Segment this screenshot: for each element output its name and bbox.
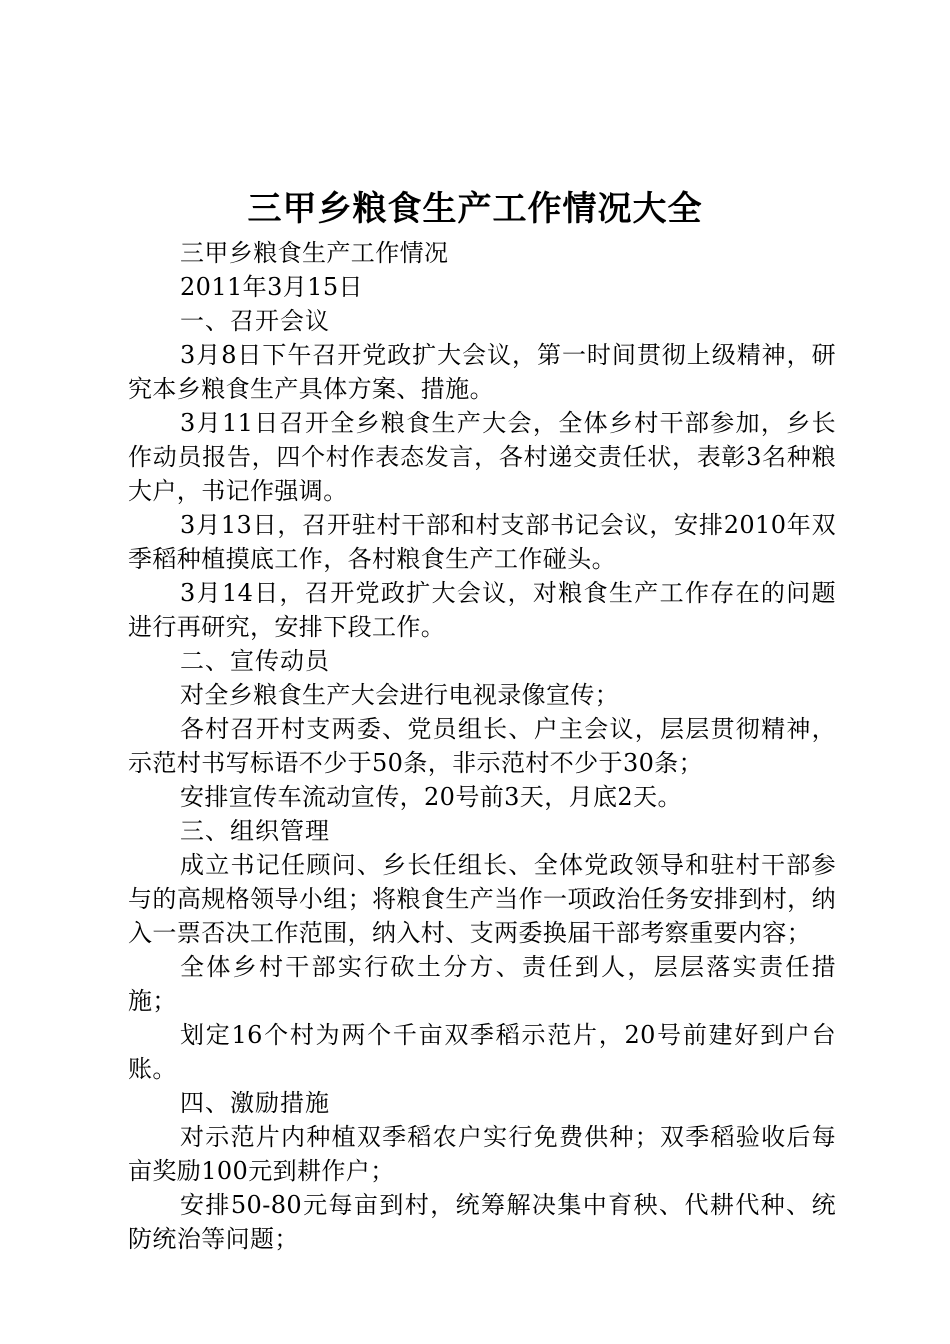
paragraph: 3月13日，召开驻村干部和村支部书记会议，安排2010年双季稻种植摸底工作，各村粮食生产工作碰头。 — [128, 511, 836, 573]
paragraph: 3月14日，召开党政扩大会议，对粮食生产工作存在的问题进行再研究，安排下段工作。 — [128, 579, 836, 641]
paragraph: 安排宣传车流动宣传，20号前3天，月底2天。 — [180, 783, 682, 811]
subtitle-paragraph: 三甲乡粮食生产工作情况 — [180, 239, 449, 267]
section-heading-incentives: 四、激励措施 — [180, 1089, 330, 1117]
section-heading-organization: 三、组织管理 — [180, 817, 330, 845]
paragraph: 全体乡村干部实行砍土分方、责任到人，层层落实责任措施； — [128, 953, 836, 1015]
paragraph: 对全乡粮食生产大会进行电视录像宣传； — [180, 681, 620, 709]
paragraph: 安排50-80元每亩到村，统筹解决集中育秧、代耕代种、统防统治等问题； — [128, 1191, 836, 1253]
paragraph: 3月8日下午召开党政扩大会议，第一时间贯彻上级精神，研究本乡粮食生产具体方案、措施。 — [128, 341, 836, 403]
document-body — [128, 236, 836, 1256]
section-heading-publicity: 二、宣传动员 — [180, 647, 330, 675]
date-paragraph: 2011年3月15日 — [180, 273, 363, 301]
paragraph: 对示范片内种植双季稻农户实行免费供种；双季稻验收后每亩奖励100元到耕作户； — [128, 1123, 836, 1185]
section-heading-meetings: 一、召开会议 — [180, 307, 330, 335]
paragraph: 各村召开村支两委、党员组长、户主会议，层层贯彻精神，示范村书写标语不少于50条，非示范村不少于30条； — [128, 715, 836, 777]
paragraph: 成立书记任顾问、乡长任组长、全体党政领导和驻村干部参与的高规格领导小组；将粮食生产当作一项政治任务安排到村，纳入一票否决工作范围，纳入村、支两委换届干部考察重要内容； — [128, 851, 836, 947]
paragraph: 划定16个村为两个千亩双季稻示范片，20号前建好到户台账。 — [128, 1021, 836, 1083]
paragraph: 3月11日召开全乡粮食生产大会，全体乡村干部参加，乡长作动员报告，四个村作表态发言，各村递交责任状，表彰3名种粮大户，书记作强调。 — [128, 409, 836, 505]
document-title: 三甲乡粮食生产工作情况大全 — [247, 189, 703, 229]
